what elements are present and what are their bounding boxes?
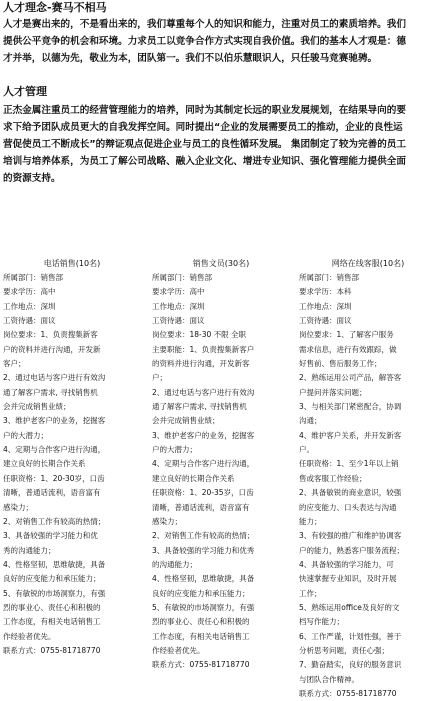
job-detail-line: 户； bbox=[152, 373, 167, 383]
job-detail-line: 任职资格：1、20-30岁，口齿 bbox=[3, 473, 105, 483]
job-detail-line: 好售前、售后服务工作； bbox=[299, 359, 382, 369]
job-detail-line: 良好的应变能力和承压能力； bbox=[152, 588, 250, 598]
job-detail-line: 工资待遇：面议 bbox=[299, 316, 352, 326]
job-detail-line: 秀的沟通能力； bbox=[3, 545, 56, 555]
job-detail-line: 感染力； bbox=[152, 516, 182, 526]
job-detail-line: 档写作能力； bbox=[299, 617, 344, 627]
job-detail-line: 4、具备较强的学习能力，可 bbox=[299, 559, 394, 569]
job-detail-line: 5、有敏锐的市场洞察力，有强 bbox=[152, 602, 255, 612]
job-details bbox=[299, 271, 437, 701]
job-detail-line: 所属部门：销售部 bbox=[3, 273, 63, 282]
job-detail-line: 户的能力，熟悉客户服务流程； bbox=[299, 545, 404, 555]
paragraph-line: 的资源支持。 bbox=[3, 173, 61, 184]
job-title: 销售文员(30名) bbox=[192, 259, 250, 268]
job-detail-line: 工作态度，有相关电话销售工 bbox=[3, 617, 101, 627]
job-detail-line: 与团队合作精神。 bbox=[299, 674, 359, 684]
job-detail-line: 2、通过电话与客户进行有效沟 bbox=[3, 373, 106, 383]
talent-concept-title: 人才理念-赛马不相马 bbox=[3, 1, 107, 14]
job-detail-line: 5、有敏锐的市场洞察力，有强 bbox=[3, 588, 106, 598]
job-detail-line: 4、维护客户关系，并开发新客 bbox=[299, 430, 402, 440]
talent-management-paragraph bbox=[3, 102, 437, 187]
job-detail-line: 沟通； bbox=[299, 416, 322, 426]
job-title: 网络在线客服(10名) bbox=[331, 259, 405, 268]
paragraph-line: 人才是赛出来的，不是看出来的，我们尊重每个人的知识和能力，注重对员工的素质培养。我们 bbox=[3, 19, 406, 30]
job-detail-line: 4、性格坚韧，思维敏捷，具备 bbox=[152, 574, 255, 584]
job-detail-line: 要求学历：本科 bbox=[299, 287, 352, 297]
job-detail-line: 作经验者优先。 bbox=[152, 645, 205, 655]
job-detail-line: 3、具备较强的学习能力和优秀 bbox=[152, 545, 255, 555]
job-detail-line: 良好的应变能力和承压能力； bbox=[3, 574, 101, 584]
job-detail-line: 工资待遇：面议 bbox=[152, 316, 205, 326]
job-detail-line: 烈的事业心、责任心和积极的 bbox=[152, 617, 250, 627]
job-detail-line: 联系方式：0755-81718770 bbox=[299, 688, 397, 698]
job-detail-line: 3、具备较强的学习能力和优 bbox=[3, 531, 98, 541]
job-detail-line: 任职资格：1、至少1年以上销 bbox=[299, 459, 399, 469]
job-detail-line: 岗位要求：1、负责搜集新客 bbox=[3, 330, 98, 340]
job-detail-line: 户的大潜力； bbox=[152, 445, 197, 455]
job-detail-line: 户提问并落实问题； bbox=[299, 387, 367, 397]
job-detail-line: 清晰，普通话流利，语音富有 bbox=[152, 502, 250, 512]
job-detail-line: 感染力； bbox=[3, 502, 33, 512]
job-detail-line: 4、定期与合作客户进行沟通， bbox=[152, 459, 255, 469]
job-column-phone-sales bbox=[3, 257, 141, 658]
job-detail-line: 会并完成销售业绩； bbox=[152, 416, 220, 426]
job-detail-line: 烈的事业心、责任心和积极的 bbox=[3, 602, 101, 612]
job-detail-line: 的沟通能力； bbox=[152, 559, 197, 569]
job-column-online-service bbox=[299, 257, 437, 701]
talent-management-title: 人才管理 bbox=[3, 85, 47, 98]
job-detail-line: 联系方式：0755-81718770 bbox=[3, 645, 101, 655]
job-detail-line: 2、具备敏锐的商业意识，较强 bbox=[299, 488, 402, 498]
paragraph-line: 正杰金属注重员工的经营管理能力的培养，同时为其制定长远的职业发展规划，在结果导向的要 bbox=[3, 105, 406, 116]
job-detail-line: 户。 bbox=[299, 445, 314, 455]
job-detail-line: 客户； bbox=[3, 359, 26, 369]
job-detail-line: 所属部门：销售部 bbox=[299, 273, 359, 282]
job-detail-line: 7、勤奋踏实，良好的服务意识 bbox=[299, 660, 402, 670]
job-detail-line: 户的大潜力； bbox=[3, 430, 48, 440]
job-detail-line: 3、与相关部门紧密配合，协调 bbox=[299, 402, 402, 412]
job-detail-line: 工作态度，有相关电话销售工 bbox=[152, 631, 250, 641]
job-detail-line: 联系方式：0755-81718770 bbox=[152, 660, 250, 670]
job-detail-line: 工作地点：深圳 bbox=[3, 301, 56, 311]
job-detail-line: 岗位要求：1、了解客户服务 bbox=[299, 330, 394, 340]
job-detail-line: 的应变能力、口头表达与沟通 bbox=[299, 502, 397, 512]
paragraph-line: 提供公平竞争的机会和环境。力求员工以竞争合作方式实现自我价值。我们的基本人才观是：德 bbox=[3, 36, 406, 47]
paragraph-line: 营促使员工不断成长”的辩证观点促进企业与员工的良性循环发展。 集团制定了较为完善的员工 bbox=[3, 139, 406, 150]
job-detail-line: 工作地点：深圳 bbox=[152, 301, 205, 311]
job-detail-line: 任职资格：1、20-35岁，口齿 bbox=[152, 488, 254, 498]
job-detail-line: 要求学历：高中 bbox=[152, 287, 205, 297]
job-detail-line: 分析思考问题，责任心强； bbox=[299, 645, 389, 655]
job-detail-line: 需求信息，进行有效跟踪，做 bbox=[299, 344, 397, 354]
job-detail-line: 会并完成销售业绩； bbox=[3, 402, 71, 412]
job-detail-line: 5、熟练运用office及良好的文 bbox=[299, 602, 400, 612]
job-detail-line: 主要职能：1、负责搜集新客户 bbox=[152, 344, 255, 354]
job-detail-line: 通了解客户需求, 寻找销售机 bbox=[152, 402, 247, 412]
job-detail-line: 能力； bbox=[299, 516, 322, 526]
paragraph-line: 培训与培养体系，为员工了解公司战略、融入企业文化、增进专业知识、强化管理能力提供全面 bbox=[3, 156, 406, 167]
job-detail-line: 的资料并进行沟通，开发新客 bbox=[152, 359, 250, 369]
talent-concept-paragraph bbox=[3, 16, 437, 67]
job-detail-line: 2、对销售工作有较高的热情； bbox=[152, 531, 255, 541]
job-detail-line: 售或客服工作经验； bbox=[299, 473, 367, 483]
job-detail-line: 工作地点：深圳 bbox=[299, 301, 352, 311]
job-detail-line: 工作； bbox=[299, 588, 322, 598]
job-detail-line: 4、定期与合作客户进行沟通， bbox=[3, 445, 106, 455]
job-detail-line: 2、通过电话与客户进行有效沟 bbox=[152, 387, 255, 397]
job-detail-line: 作经验者优先。 bbox=[3, 631, 56, 641]
job-details bbox=[152, 271, 290, 673]
job-title: 电话销售(10名) bbox=[43, 259, 101, 268]
job-detail-line: 工资待遇：面议 bbox=[3, 316, 56, 326]
job-detail-line: 建立良好的长期合作关系 bbox=[152, 473, 235, 483]
job-detail-line: 通了解客户需求, 寻找销售机 bbox=[3, 387, 98, 397]
job-detail-line: 3、维护老客户的业务，挖掘客 bbox=[3, 416, 106, 426]
job-detail-line: 要求学历：高中 bbox=[3, 287, 56, 297]
job-detail-line: 6、工作严谨，计划性强，善于 bbox=[299, 631, 402, 641]
job-detail-line: 2、熟练运用公司产品，解答客 bbox=[299, 373, 402, 383]
job-detail-line: 清晰，普通话流利，语音富有 bbox=[3, 488, 101, 498]
job-detail-line: 所属部门：销售部 bbox=[152, 273, 212, 282]
job-detail-line: 2、对销售工作有较高的热情； bbox=[3, 516, 106, 526]
job-detail-line: 岗位要求：18-30 不限 全职 bbox=[152, 330, 247, 340]
job-detail-line: 户的资料并进行沟通，开发新 bbox=[3, 344, 101, 354]
job-detail-line: 3、维护老客户的业务，挖掘客 bbox=[152, 430, 255, 440]
paragraph-line: 求下给予团队成员更大的自我发挥空间。同时提出“企业的发展需要员工的推动，企业的良性运 bbox=[3, 122, 403, 133]
job-details bbox=[3, 271, 141, 658]
paragraph-line: 才并举，以德为先，敬业为本，团队第一。我们不以伯乐慧眼识人，只任骏马竞赛驰骋。 bbox=[3, 53, 378, 64]
job-detail-line: 快速掌握专业知识，及时开展 bbox=[299, 574, 397, 584]
job-detail-line: 3、有较强的推广和维护协调客 bbox=[299, 531, 402, 541]
job-column-sales-clerk bbox=[152, 257, 290, 673]
job-detail-line: 建立良好的长期合作关系 bbox=[3, 459, 86, 469]
job-detail-line: 4、性格坚韧，思维敏捷，具备 bbox=[3, 559, 106, 569]
